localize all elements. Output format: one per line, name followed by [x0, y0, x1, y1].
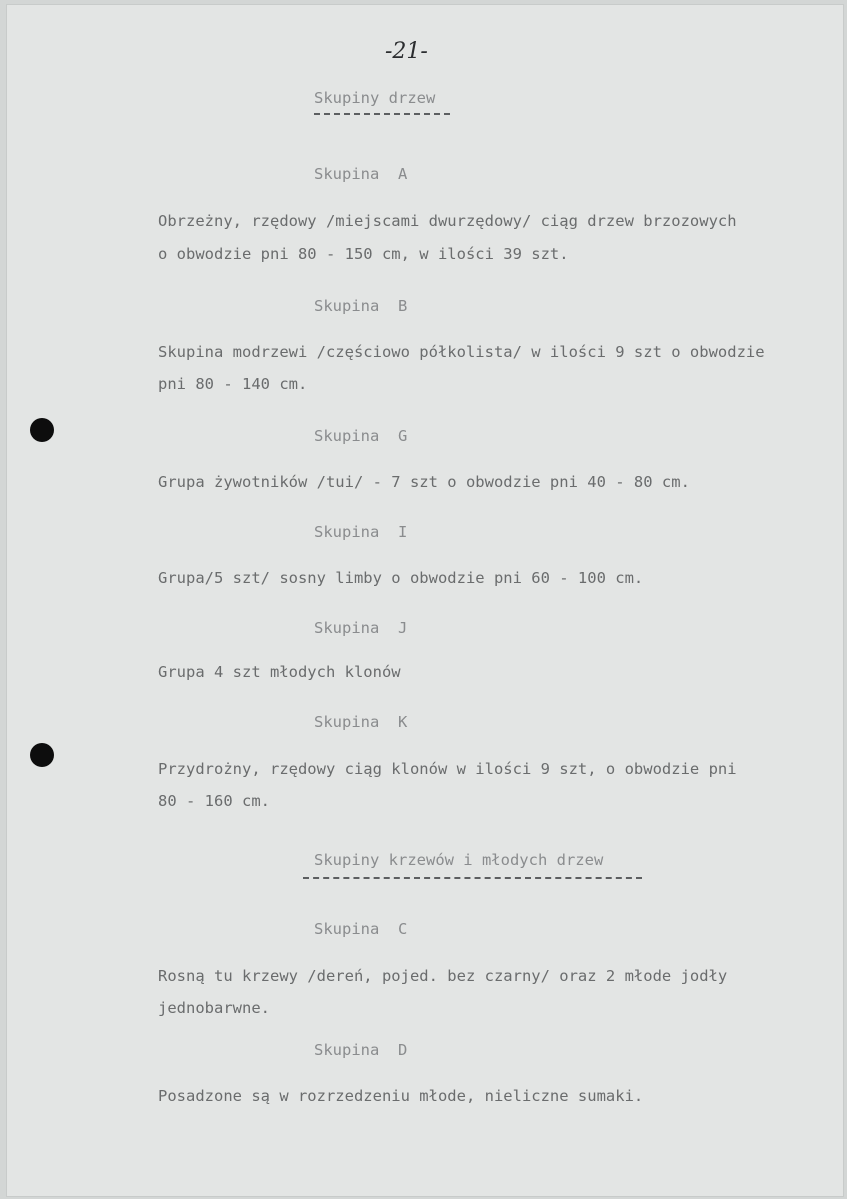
heading-underline [303, 877, 642, 879]
group-text-line: Obrzeżny, rzędowy /miejscami dwurzędowy/ ciąg drzew brzozowych [158, 212, 737, 230]
group-label: Skupina G [314, 427, 408, 445]
group-label: Skupina C [314, 920, 408, 938]
group-label: Skupina D [314, 1041, 408, 1059]
group-label: Skupina A [314, 165, 408, 183]
group-label: Skupina J [314, 619, 408, 637]
page-number: -21- [385, 39, 428, 64]
punch-hole [30, 418, 54, 442]
group-text-line: Grupa 4 szt młodych klonów [158, 663, 401, 681]
group-text-line: Przydrożny, rzędowy ciąg klonów w ilości 9 szt, o obwodzie pni [158, 760, 737, 778]
group-text-line: Rosną tu krzewy /dereń, pojed. bez czarny/ oraz 2 młode jodły [158, 967, 728, 985]
group-label: Skupina I [314, 523, 408, 541]
group-label: Skupina K [314, 713, 408, 731]
group-text-line: Posadzone są w rozrzedzeniu młode, nieliczne sumaki. [158, 1087, 644, 1105]
group-text-line: Grupa/5 szt/ sosny limby o obwodzie pni 60 - 100 cm. [158, 569, 644, 587]
group-text-line: jednobarwne. [158, 999, 270, 1017]
heading-underline [314, 113, 450, 115]
group-text-line: pni 80 - 140 cm. [158, 375, 308, 393]
punch-hole [30, 743, 54, 767]
group-text-line: o obwodzie pni 80 - 150 cm, w ilości 39 szt. [158, 245, 569, 263]
group-text-line: Skupina modrzewi /częściowo półkolista/ w ilości 9 szt o obwodzie [158, 343, 765, 361]
document-page [6, 4, 844, 1197]
group-text-line: Grupa żywotników /tui/ - 7 szt o obwodzie pni 40 - 80 cm. [158, 473, 690, 491]
group-text-line: 80 - 160 cm. [158, 792, 270, 810]
section-heading-trees: Skupiny drzew [314, 89, 436, 107]
section-heading-shrubs: Skupiny krzewów i młodych drzew [314, 851, 604, 869]
group-label: Skupina B [314, 297, 408, 315]
